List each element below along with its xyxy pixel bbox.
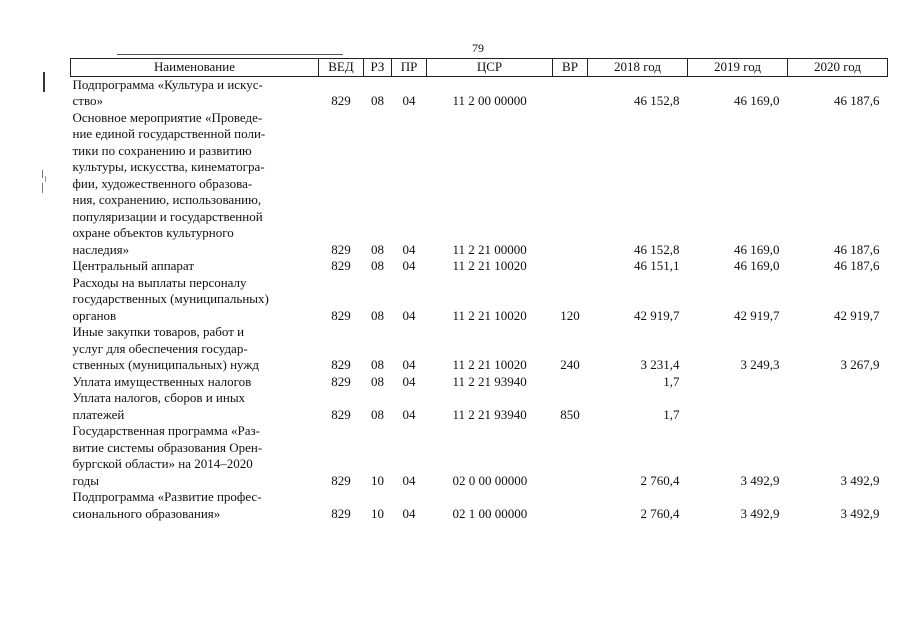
row-rz: 08 <box>371 241 384 257</box>
row-rz: 08 <box>371 357 384 372</box>
row-name-line: Государственная программа «Раз- <box>72 423 260 438</box>
row-value-2019: 46 169,0 <box>734 258 780 273</box>
row-rz: 08 <box>371 258 384 273</box>
row-pr: 04 <box>402 357 416 372</box>
row-name-line: годы <box>72 472 99 488</box>
row-rz: 10 <box>371 505 384 521</box>
row-vr: 240 <box>560 357 580 372</box>
row-csr: 02 1 00 00000 <box>452 505 528 521</box>
row-csr: 11 2 21 93940 <box>452 373 527 389</box>
header-rz: РЗ <box>364 59 392 77</box>
row-name-line: тики по сохранению и развитию <box>72 142 252 158</box>
row-value-2019 <box>688 390 788 423</box>
header-2019: 2019 год <box>688 59 788 77</box>
row-pr: 04 <box>402 307 416 323</box>
row-value-2018: 46 152,8 <box>634 241 680 257</box>
row-vr <box>553 76 588 110</box>
row-csr: 11 2 21 93940 <box>452 406 527 422</box>
row-value-2018: 42 919,7 <box>634 307 680 323</box>
table-row <box>71 374 888 391</box>
row-name-line: Центральный аппарат <box>72 258 195 273</box>
margin-scan-mark <box>42 183 43 193</box>
row-value-2020: 42 919,7 <box>834 307 880 323</box>
row-name <box>71 110 319 259</box>
row-name-line: Расходы на выплаты персоналу <box>72 274 247 290</box>
table-row <box>71 110 888 259</box>
row-pr: 04 <box>402 505 416 521</box>
table-header-row <box>71 59 888 77</box>
table-row <box>71 275 888 325</box>
row-rz: 08 <box>371 307 384 323</box>
row-ved: 829 <box>331 241 351 257</box>
row-pr: 04 <box>402 373 416 389</box>
table-body <box>71 76 888 522</box>
row-csr: 11 2 21 10020 <box>452 258 527 273</box>
row-vr <box>553 110 588 259</box>
margin-scan-mark <box>42 170 43 178</box>
row-name-line: витие системы образования Орен- <box>72 439 263 455</box>
row-csr: 11 2 21 10020 <box>452 357 527 372</box>
row-pr: 04 <box>402 472 416 488</box>
row-value-2018: 46 151,1 <box>634 258 680 273</box>
row-name-line: ние единой государственной поли- <box>72 126 266 141</box>
table-row <box>71 390 888 423</box>
row-pr: 04 <box>402 258 416 273</box>
row-csr: 11 2 00 00000 <box>452 93 527 108</box>
row-vr <box>553 374 588 391</box>
row-name-line: Уплата имущественных налогов <box>72 373 252 389</box>
row-ved: 829 <box>331 406 351 422</box>
row-ved: 829 <box>331 307 351 323</box>
row-name-line: государственных (муниципальных) <box>72 291 269 306</box>
row-name-line: фии, художественного образова- <box>72 175 253 191</box>
top-rule-line <box>117 54 343 55</box>
row-name <box>71 489 319 522</box>
row-name-line: Подпрограмма «Развитие профес- <box>72 489 262 504</box>
row-rz: 10 <box>371 472 384 488</box>
header-2020: 2020 год <box>788 59 888 77</box>
row-name <box>71 324 319 374</box>
row-rz: 08 <box>371 93 384 108</box>
row-value-2019: 3 249,3 <box>740 357 780 372</box>
row-value-2018: 2 760,4 <box>640 505 680 521</box>
row-csr: 11 2 21 00000 <box>452 241 527 257</box>
row-value-2019: 3 492,9 <box>740 472 780 488</box>
row-name-line: платежей <box>72 406 125 422</box>
row-value-2019: 3 492,9 <box>740 505 780 521</box>
row-name <box>71 374 319 391</box>
header-2018: 2018 год <box>588 59 688 77</box>
row-name-line: ния, сохранению, использованию, <box>72 192 262 207</box>
page-number: 79 <box>472 41 484 55</box>
row-name-line: ство» <box>72 93 104 108</box>
budget-table <box>70 58 888 522</box>
row-ved: 829 <box>331 357 351 372</box>
header-ved: ВЕД <box>319 59 364 77</box>
row-name-line: культуры, искусства, кинематогра- <box>72 159 265 174</box>
row-rz: 08 <box>371 373 384 389</box>
row-vr <box>553 258 588 275</box>
row-csr: 11 2 21 10020 <box>452 307 527 323</box>
row-value-2019: 42 919,7 <box>734 307 780 323</box>
row-ved: 829 <box>331 258 351 273</box>
row-value-2020 <box>788 390 888 423</box>
row-value-2020: 3 492,9 <box>840 472 880 488</box>
row-value-2019: 46 169,0 <box>734 93 780 108</box>
row-csr: 02 0 00 00000 <box>452 472 528 488</box>
row-name-line: охране объектов культурного <box>72 225 234 240</box>
row-value-2020: 46 187,6 <box>834 258 880 273</box>
row-name-line: Подпрограмма «Культура и искус- <box>72 76 263 92</box>
row-name-line: Иные закупки товаров, работ и <box>72 324 245 339</box>
header-name: Наименование <box>71 59 319 77</box>
row-vr: 850 <box>560 406 580 422</box>
header-pr: ПР <box>392 59 427 77</box>
table-row <box>71 423 888 489</box>
row-name <box>71 275 319 325</box>
row-value-2018: 1,7 <box>663 373 680 389</box>
row-pr: 04 <box>402 241 416 257</box>
margin-scan-mark <box>45 176 46 182</box>
row-ved: 829 <box>331 93 351 108</box>
table-row <box>71 324 888 374</box>
row-value-2018: 1,7 <box>663 406 680 422</box>
row-value-2020: 3 267,9 <box>840 357 880 372</box>
margin-scan-mark <box>43 72 45 92</box>
row-pr: 04 <box>402 406 416 422</box>
row-name-line: услуг для обеспечения государ- <box>72 340 248 356</box>
header-csr: ЦСР <box>427 59 553 77</box>
row-name-line: сионального образования» <box>72 505 221 521</box>
row-name-line: Основное мероприятие «Проведе- <box>72 109 263 125</box>
row-name-line: популяризации и государственной <box>72 208 263 224</box>
table-row <box>71 76 888 110</box>
header-vr: ВР <box>553 59 588 77</box>
row-name <box>71 423 319 489</box>
row-ved: 829 <box>331 472 351 488</box>
row-name <box>71 258 319 275</box>
row-vr: 120 <box>560 307 580 323</box>
row-value-2019: 46 169,0 <box>734 241 780 257</box>
row-rz: 08 <box>371 406 384 422</box>
row-value-2019 <box>688 374 788 391</box>
row-value-2018: 46 152,8 <box>634 93 680 108</box>
row-ved: 829 <box>331 373 351 389</box>
row-name-line: ственных (муниципальных) нужд <box>72 357 259 372</box>
row-name <box>71 76 319 110</box>
row-name-line: наследия» <box>72 241 130 257</box>
row-name-line: органов <box>72 307 117 323</box>
row-value-2020: 3 492,9 <box>840 505 880 521</box>
row-name <box>71 390 319 423</box>
row-pr: 04 <box>402 93 416 108</box>
row-value-2020 <box>788 374 888 391</box>
row-value-2018: 2 760,4 <box>640 472 680 488</box>
table-row <box>71 258 888 275</box>
row-ved: 829 <box>331 505 351 521</box>
row-value-2020: 46 187,6 <box>834 93 880 108</box>
row-value-2018: 3 231,4 <box>640 357 680 372</box>
row-name-line: бургской области» на 2014–2020 <box>72 456 253 471</box>
row-name-line: Уплата налогов, сборов и иных <box>72 390 246 405</box>
row-vr <box>553 423 588 489</box>
table-row <box>71 489 888 522</box>
row-vr <box>553 489 588 522</box>
row-value-2020: 46 187,6 <box>834 241 880 257</box>
